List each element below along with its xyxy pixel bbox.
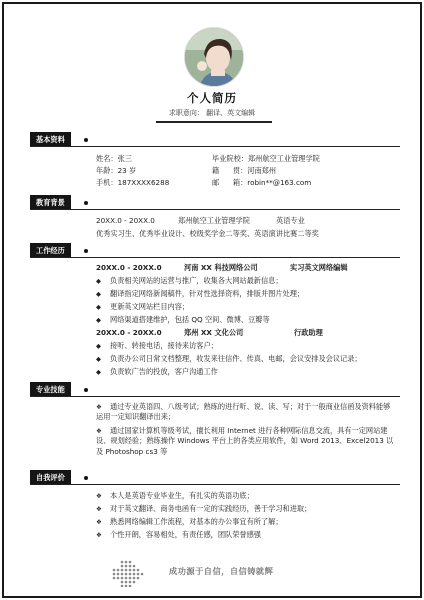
section-heading-evaluation: 自我评价 <box>30 470 71 485</box>
diamond-bullet-icon: ◆ <box>96 355 101 363</box>
job-duty: ◆ 更新英文网站栏目内容； <box>96 302 190 311</box>
job-company: 河南 XX 科技网络公司 <box>184 263 258 272</box>
four-diamond-bullet-icon: ❖ <box>96 505 102 513</box>
heading-dot <box>84 249 88 253</box>
section-divider <box>30 257 400 258</box>
evaluation-item: ❖ 本人是英语专业毕业生，有扎实的英语功底； <box>96 491 254 500</box>
diamond-bullet-icon: ◆ <box>96 342 101 350</box>
four-diamond-bullet-icon: ❖ <box>96 492 102 500</box>
four-diamond-bullet-icon: ❖ <box>96 403 102 411</box>
four-diamond-bullet-icon: ❖ <box>96 427 102 435</box>
job-duty: ◆ 接听、转接电话，接待来访客户； <box>96 341 218 350</box>
heading-dot <box>84 476 88 480</box>
job-duty: ◆ 翻译指定网络新闻稿件，针对性选择资料，排版并图片处理； <box>96 289 305 298</box>
resume-title: 个人简历 <box>187 91 237 105</box>
section-heading-work: 工作经历 <box>30 243 71 258</box>
section-divider <box>30 209 400 210</box>
section-heading-education: 教育背景 <box>30 195 71 210</box>
section-heading-skills: 专业技能 <box>30 382 71 397</box>
education-school: 郑州航空工业管理学院 <box>178 216 250 225</box>
evaluation-item: ❖ 对于英文翻译、商务电函有一定的实践经历，善于学习和进取； <box>96 504 312 513</box>
job-duty: ◆ 网络渠道搭建维护，包括 QQ 空间、微博、豆瓣等 <box>96 315 270 324</box>
evaluation-item: ❖ 个性开朗，容易相处，有责任感，团队荣誉感强 <box>96 530 261 539</box>
skill-item: ❖ 通过专业英语四、八级考试；熟练的进行听、说、读、写；对于一般商业信函及资料能够运用一定知识翻译出来； <box>96 402 391 422</box>
basic-age: 年龄：23 岁 <box>96 166 137 175</box>
basic-hometown: 籍 贯：河南郑州 <box>212 166 277 175</box>
diamond-bullet-icon: ◆ <box>96 303 101 311</box>
job-position: 行政助理 <box>294 328 323 337</box>
four-diamond-bullet-icon: ❖ <box>96 518 102 526</box>
footer-slogan: 成功源于自信，自信铸就辉 <box>169 566 274 576</box>
diamond-bullet-icon: ◆ <box>96 316 101 324</box>
job-period: 20XX.0 - 20XX.0 <box>96 328 162 337</box>
job-duty: ◆ 负责软广告的投放，客户沟通工作 <box>96 367 218 376</box>
job-position: 实习英文网络编辑 <box>290 263 348 272</box>
education-major: 英语专业 <box>276 216 305 225</box>
profile-photo-image <box>185 28 244 87</box>
basic-email: 邮 箱：robin**@163.com <box>212 178 312 187</box>
four-diamond-bullet-icon: ❖ <box>96 531 102 539</box>
evaluation-item: ❖ 熟悉网络编辑工作流程，对基本的办公事宜有所了解； <box>96 517 283 526</box>
section-divider <box>30 146 400 147</box>
resume-page <box>2 2 422 598</box>
heading-dot <box>84 388 88 392</box>
section-divider <box>30 396 400 397</box>
basic-name: 姓名：张三 <box>96 154 132 163</box>
job-period: 20XX.0 - 20XX.0 <box>96 263 162 272</box>
education-honors: 优秀实习生、优秀毕业设计、校级奖学金二等奖、英语演讲比赛二等奖 <box>96 229 319 238</box>
basic-phone: 手机：187XXXX6288 <box>96 178 170 187</box>
title-underline <box>156 121 272 123</box>
basic-school: 毕业院校：郑州航空工业管理学院 <box>212 154 320 163</box>
section-heading-basic: 基本资料 <box>30 132 71 147</box>
diamond-bullet-icon: ◆ <box>96 277 101 285</box>
job-company: 郑州 XX 文化公司 <box>184 328 244 337</box>
profile-photo <box>184 27 244 87</box>
heading-dot <box>84 138 88 142</box>
job-target: 求职意向： 翻译、英文编辑 <box>168 109 256 117</box>
job-duty: ◆ 负责相关网站的运营与推广，收集各大网站最新信息； <box>96 276 283 285</box>
dotted-arrow-icon <box>112 559 152 587</box>
job-duty: ◆ 负责办公司日常文档整理，收发来往信件、传真、电邮，会议安排及会议记录； <box>96 354 362 363</box>
skill-item: ❖ 通过国家计算机等级考试，擅长利用 Internet 进行各种网际信息交流，具有一定网站建设、规划经验；熟练操作 Windows 平台上的各类应用软件，如 Word 2013、Excel2013 以及 Photoshop cs3 等 <box>96 426 394 456</box>
diamond-bullet-icon: ◆ <box>96 290 101 298</box>
section-divider <box>30 484 400 485</box>
diamond-bullet-icon: ◆ <box>96 368 101 376</box>
education-period: 20XX.0 - 20XX.0 <box>96 216 155 225</box>
heading-dot <box>84 201 88 205</box>
